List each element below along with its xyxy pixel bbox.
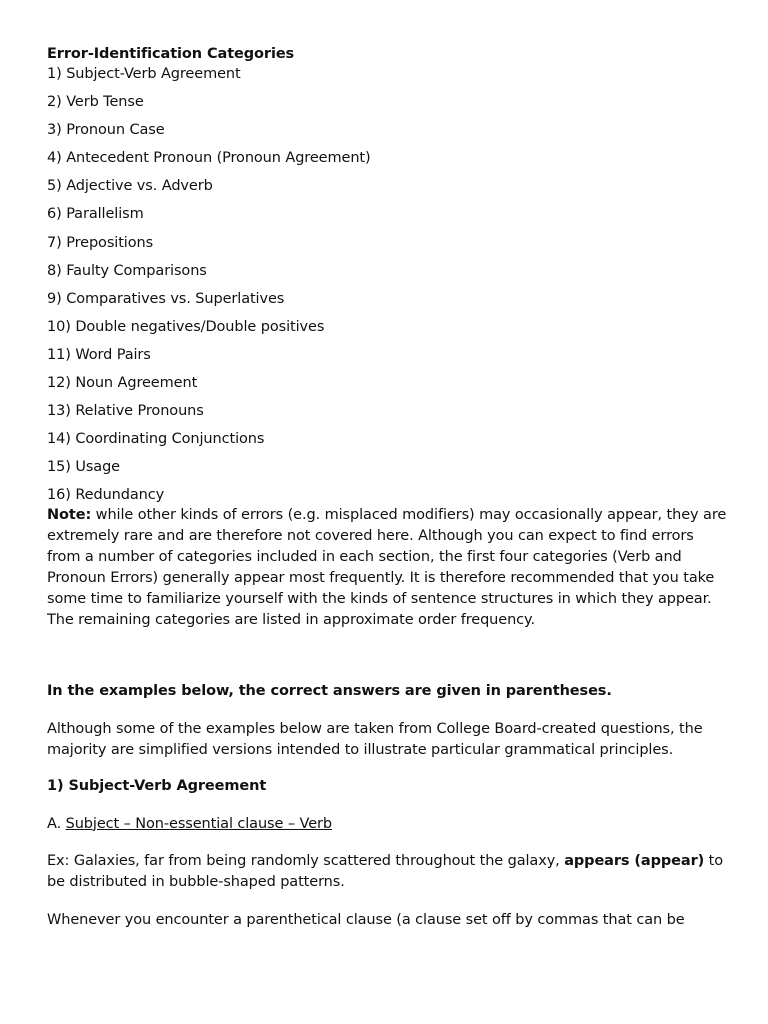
examples-intro: In the examples below, the correct answers are given in parentheses. xyxy=(47,682,612,699)
example-text-before: Ex: Galaxies, far from being randomly scattered throughout the galaxy, xyxy=(47,852,565,869)
category-item: 16) Redundancy xyxy=(47,487,165,504)
subsection-title: Subject – Non-essential clause – Verb xyxy=(65,815,332,832)
note-label: Note: xyxy=(47,506,92,523)
example-sentence xyxy=(47,851,727,893)
category-item: 9) Comparatives vs. Superlatives xyxy=(47,290,285,307)
category-list xyxy=(47,60,727,510)
document-page xyxy=(47,44,727,931)
subsection-prefix: A. xyxy=(47,815,66,832)
note-text: while other kinds of errors (e.g. misplaced modifiers) may occasionally appear, they are extremely rare and are therefore not covered here. Although you can expect to find errors from a number of categories included in each section, the first four categories (Verb and Pronoun Errors) generally appear most frequently. It is therefore recommended that you take some time to familiarize yourself with the kinds of sentence structures in which they appear. The remaining categories are listed in approximate order frequency. xyxy=(47,506,727,628)
page-heading: Error-Identification Categories xyxy=(47,46,295,62)
category-item: 12) Noun Agreement xyxy=(47,375,198,392)
examples-note: Although some of the examples below are taken from College Board-created questions, the majority are simplified versions intended to illustrate particular grammatical principles. xyxy=(47,720,703,758)
category-item: 1) Subject-Verb Agreement xyxy=(47,66,241,82)
category-item: 11) Word Pairs xyxy=(47,346,151,363)
category-item: 2) Verb Tense xyxy=(47,94,144,111)
category-item: 5) Adjective vs. Adverb xyxy=(47,178,213,195)
category-item: 6) Parallelism xyxy=(47,206,144,223)
category-item: 8) Faulty Comparisons xyxy=(47,262,207,279)
category-item: 7) Prepositions xyxy=(47,234,154,251)
section-title: 1) Subject-Verb Agreement xyxy=(47,777,267,794)
example-error-word: appears (appear) xyxy=(564,852,705,869)
category-item: 4) Antecedent Pronoun (Pronoun Agreement) xyxy=(47,150,371,167)
category-item: 14) Coordinating Conjunctions xyxy=(47,431,265,448)
final-line: Whenever you encounter a parenthetical clause (a clause set off by commas that can be xyxy=(47,911,685,928)
category-item: 3) Pronoun Case xyxy=(47,122,165,139)
category-item: 15) Usage xyxy=(47,459,120,476)
example-text-after: to be distributed in bubble-shaped patterns. xyxy=(47,852,724,890)
category-item: 10) Double negatives/Double positives xyxy=(47,318,325,335)
subsection-heading xyxy=(47,814,727,835)
note-paragraph xyxy=(47,505,727,631)
category-item: 13) Relative Pronouns xyxy=(47,403,204,420)
